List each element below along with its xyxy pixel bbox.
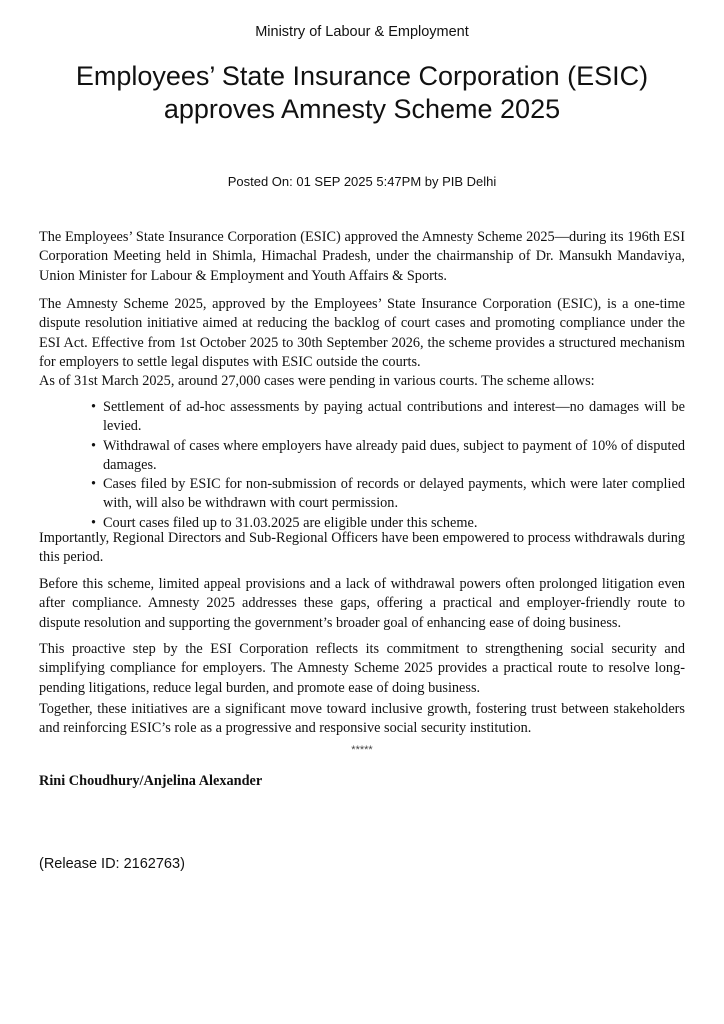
bullet-icon: • — [91, 514, 97, 531]
bullet-icon: • — [91, 476, 97, 493]
paragraph-together: Together, these initiatives are a significant move toward inclusive growth, fostering trust between stakeholders and reinforcing ESIC’s role as a progressive and responsive social security institution. — [39, 701, 685, 737]
list-item-text: Court cases filed up to 31.03.2025 are eligible under this scheme. — [103, 514, 478, 531]
title-line-2: approves Amnesty Scheme 2025 — [163, 94, 561, 124]
separator-stars: ***** — [351, 744, 373, 756]
ministry-name: Ministry of Labour & Employment — [255, 24, 469, 40]
title-line-1: Employees’ State Insurance Corporation (ESIC) — [75, 61, 649, 91]
bullet-icon: • — [91, 437, 97, 454]
scheme-provisions-list — [91, 398, 685, 533]
paragraph-importantly: Importantly, Regional Directors and Sub-Regional Officers have been empowered to process withdrawals during this period. — [39, 530, 685, 566]
list-item-text: Cases filed by ESIC for non-submission of records or delayed payments, which were later complied with, will also be withdrawn with court permission. — [103, 476, 685, 512]
posted-on-line: Posted On: 01 SEP 2025 5:47PM by PIB Delhi — [227, 174, 497, 189]
list-item-text: Withdrawal of cases where employers have already paid dues, subject to payment of 10% of disputed damages. — [103, 437, 685, 473]
paragraph-intro: The Employees’ State Insurance Corporation (ESIC) approved the Amnesty Scheme 2025—during its 196th ESI Corporation Meeting held in Shimla, Himachal Pradesh, under the chairmanship of Dr. Mansukh Mandaviya, Union Minister for Labour & Employment and Youth Affairs & Sports. — [39, 229, 685, 284]
paragraph-pending-cases: As of 31st March 2025, around 27,000 cases were pending in various courts. The scheme allows: — [39, 373, 595, 389]
release-id: (Release ID: 2162763) — [39, 856, 185, 872]
signature: Rini Choudhury/Anjelina Alexander — [39, 773, 263, 789]
page-title — [40, 60, 684, 126]
list-item-text: Settlement of ad-hoc assessments by paying actual contributions and interest—no damages will be levied. — [103, 399, 685, 435]
list-item — [91, 437, 685, 476]
paragraph-scheme-description: The Amnesty Scheme 2025, approved by the Employees’ State Insurance Corporation (ESIC), is a one-time dispute resolution initiative aimed at reducing the backlog of court cases and promoting compliance under the ESI Act. Effective from 1st October 2025 to 30th September 2026, the scheme provides a structured mechanism for employers to settle legal disputes with ESIC outside the courts. — [39, 296, 685, 370]
list-item — [91, 398, 685, 437]
paragraph-before-scheme: Before this scheme, limited appeal provisions and a lack of withdrawal powers often prolonged litigation even after compliance. Amnesty 2025 addresses these gaps, offering a practical and employer-friendly route to dispute resolution and supporting the government’s broader goal of enhancing ease of doing business. — [39, 576, 685, 631]
bullet-icon: • — [91, 399, 97, 415]
paragraph-proactive-step: This proactive step by the ESI Corporation reflects its commitment to strengthening social security and simplifying compliance for employers. The Amnesty Scheme 2025 provides a practical route to resolve long-pending litigations, reduce legal burden, and promote ease of doing business. — [39, 641, 685, 696]
list-item — [91, 475, 685, 514]
